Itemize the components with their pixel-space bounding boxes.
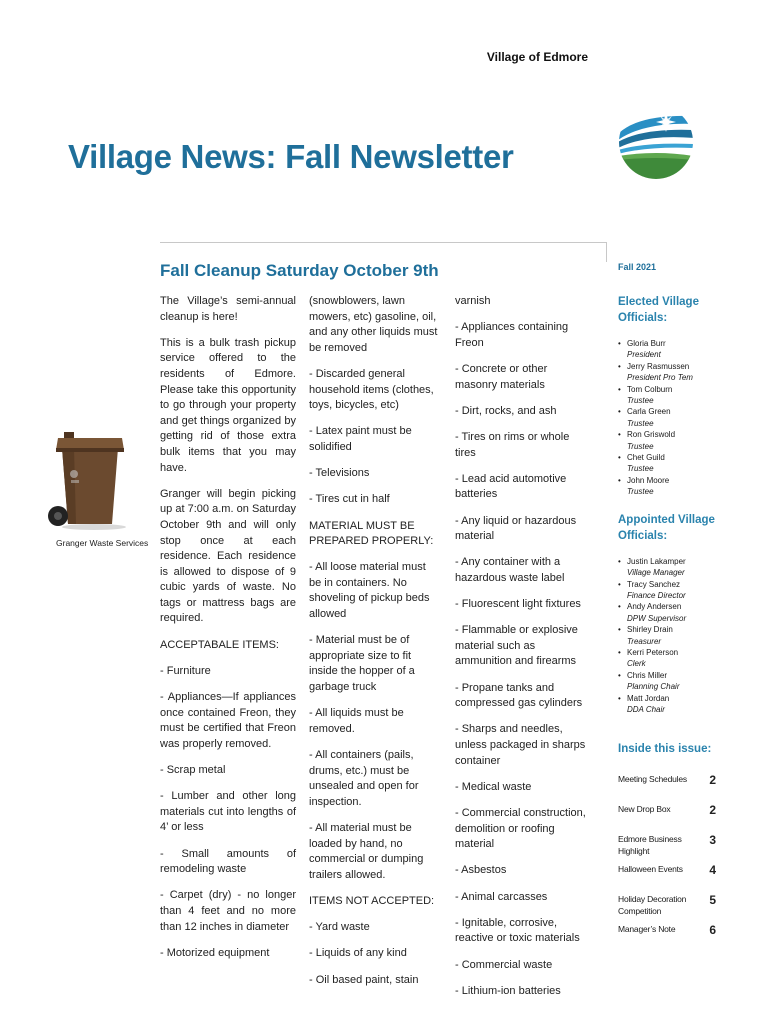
official-role: Village Manager [627, 568, 685, 578]
article-paragraph: - Small amounts of remodeling waste [160, 847, 296, 876]
official-name: Kerri Peterson [627, 647, 679, 657]
official-entry [618, 624, 724, 647]
article-paragraph: - Any container with a hazardous waste label [455, 556, 565, 584]
article-column-2 [309, 294, 441, 999]
toc-row[interactable] [618, 803, 724, 827]
article-paragraph: - Flammable or explosive material such as ammunition and firearms [455, 624, 578, 668]
header-rule [160, 242, 606, 243]
official-name: Tracy Sanchez [627, 579, 681, 589]
official-name: Jerry Rasmussen [627, 361, 690, 371]
official-name: Shirley Drain [627, 625, 673, 635]
article-paragraph: - Scrap metal [160, 764, 226, 776]
toc-title: Holiday Decoration Competition [618, 894, 687, 917]
toc-row[interactable] [618, 863, 724, 887]
official-name: Gloria Burr [627, 339, 666, 348]
official-name: Ron Griswold [627, 430, 676, 440]
article-paragraph: - All material must be loaded by hand, no commercial or dumping trailers allowed. [309, 821, 424, 881]
newsletter-title: Village News: Fall Newsletter [68, 138, 514, 175]
official-name: Chet Guild [627, 453, 665, 463]
article-paragraph: - Animal carcasses [455, 890, 548, 903]
official-entry [618, 406, 724, 429]
official-entry [618, 647, 724, 670]
article-paragraph: - Ignitable, corrosive, reactive or toxic materials [455, 916, 580, 945]
article-paragraph: (snowblowers, lawn mowers, etc) gasoline, oil, and any other liquids must be removed [309, 295, 438, 354]
official-role: Trustee [627, 396, 654, 406]
article-paragraph: - Motorized equipment [160, 946, 270, 959]
article-title: Fall Cleanup Saturday October 9th [160, 261, 439, 280]
article-paragraph: - All containers (pails, drums, etc.) must be unsealed and open for inspection. [309, 749, 419, 808]
article-paragraph: - Any liquid or hazardous material [455, 514, 577, 543]
official-role: DPW Supervisor [627, 613, 687, 623]
article-paragraph: - Latex paint must be solidified [309, 425, 412, 453]
official-role: Treasurer [627, 636, 662, 646]
official-name: Carla Green [627, 407, 671, 417]
village-logo [618, 104, 694, 180]
official-role: Planning Chair [627, 682, 680, 692]
toc-title: Edmore Business Highlight [618, 834, 682, 857]
official-name: Andy Andersen [627, 602, 682, 612]
article-paragraph: varnish [455, 295, 491, 307]
issue-season: Fall 2021 [618, 262, 657, 272]
appointed-officials-list [618, 556, 724, 716]
trash-cart-image [44, 428, 126, 532]
toc-title: New Drop Box [618, 804, 671, 815]
official-name: Justin Lakamper [627, 556, 686, 566]
article-paragraph: - Fluorescent light fixtures [455, 598, 581, 611]
toc-title: Halloween Events [618, 864, 683, 875]
elected-officials-list [618, 338, 724, 498]
article-column-3 [455, 294, 589, 1010]
toc-page-number: 6 [709, 923, 716, 938]
article-paragraph: - Propane tanks and compressed gas cylinders [455, 681, 583, 710]
official-role: President [627, 350, 661, 360]
article-paragraph: - Furniture [160, 664, 211, 677]
official-entry [618, 452, 724, 475]
article-paragraph: - Televisions [309, 467, 370, 480]
image-caption: Granger Waste Services [56, 538, 149, 548]
official-entry [618, 556, 724, 579]
toc-page-number: 2 [709, 773, 716, 788]
article-paragraph: - Asbestos [455, 864, 507, 877]
article-paragraph: - Appliances—If appliances once contained Freon, they must be certified that Freon was properly removed. [160, 691, 296, 750]
article-paragraph: - Liquids of any kind [309, 947, 407, 960]
inside-issue-heading: Inside this issue: [618, 743, 712, 756]
official-name: Tom Colburn [627, 384, 673, 394]
toc-page-number: 2 [709, 803, 716, 818]
official-role: DDA Chair [627, 704, 665, 714]
sidebar [618, 262, 724, 953]
article-paragraph: - Discarded general household items (clothes, toys, bicycles, etc) [309, 367, 434, 412]
header-rule-vertical [606, 242, 607, 262]
article-paragraph: MATERIAL MUST BE PREPARED PROPERLY: [309, 519, 434, 548]
article-paragraph: - All liquids must be removed. [309, 707, 404, 735]
appointed-officials-heading: Appointed Village Officials: [618, 513, 715, 542]
official-name: John Moore [627, 475, 670, 485]
official-entry [618, 384, 724, 407]
article-paragraph: - Sharps and needles, unless packaged in sharps container [455, 723, 586, 767]
article-paragraph: - Commercial construction, demolition or roofing material [455, 806, 586, 851]
official-role: Finance Director [627, 590, 686, 600]
official-name: Chris Miller [627, 670, 667, 680]
article-paragraph: - Dirt, rocks, and ash [455, 404, 557, 417]
official-entry [618, 338, 724, 361]
official-entry [618, 693, 724, 716]
official-role: Trustee [627, 441, 654, 451]
official-entry [618, 601, 724, 624]
article-paragraph: ITEMS NOT ACCEPTED: [309, 894, 435, 907]
article-paragraph: - Commercial waste [455, 958, 553, 971]
official-entry [618, 579, 724, 602]
official-role: Trustee [627, 487, 654, 497]
article-paragraph: - Concrete or other masonry materials [455, 362, 548, 391]
article-paragraph: - Medical waste [455, 780, 532, 793]
official-role: Trustee [627, 464, 654, 474]
article-paragraph: - Carpet (dry) - no longer than 4 feet and no more than 12 inches in diameter [160, 889, 296, 933]
article-paragraph: - Lead acid automotive batteries [455, 472, 567, 501]
article-paragraph: - Tires on rims or whole tires [455, 430, 570, 459]
article-paragraph: - Lithium-ion batteries [455, 984, 561, 997]
article-paragraph: - All loose material must be in containers. No shoveling of pickup beds allowed [309, 561, 430, 621]
official-role: President Pro Tem [627, 373, 693, 383]
toc-title: Manager’s Note [618, 924, 676, 935]
toc-row[interactable] [618, 893, 724, 917]
article-paragraph: - Tires cut in half [309, 493, 390, 506]
article-paragraph: - Yard waste [309, 921, 370, 934]
official-name: Matt Jordan [627, 693, 670, 703]
article-paragraph: The Village’s semi-annual cleanup is here! [160, 295, 296, 323]
article-paragraph: - Material must be of appropriate size to fit inside the hopper of a garbage truck [309, 634, 415, 694]
toc-page-number: 3 [709, 833, 716, 848]
toc-title: Meeting Schedules [618, 774, 687, 785]
toc-row[interactable] [618, 833, 724, 857]
official-entry [618, 361, 724, 384]
article-paragraph: - Appliances containing Freon [455, 321, 569, 349]
toc-page-number: 4 [709, 863, 716, 878]
article-paragraph: This is a bulk trash pickup service offered to the residents of Edmore. Please take this opportunity to go through your property and get things organized by getting rid of those extra bulk items that you may have. [160, 336, 296, 474]
toc-row[interactable] [618, 923, 724, 947]
elected-officials-heading: Elected Village Officials: [618, 296, 699, 324]
official-entry [618, 670, 724, 693]
article-paragraph: Granger will begin picking up at 7:00 a.m. on Saturday October 9th and will only stop once at each residence. Each residence is allowed to dispose of 9 cubic yards of waste. No tags or mattress bags are required. [160, 487, 296, 625]
official-entry [618, 429, 724, 452]
official-entry [618, 475, 724, 498]
official-role: Clerk [627, 659, 646, 669]
toc-row[interactable] [618, 773, 724, 797]
article-column-1 [160, 294, 296, 972]
article-paragraph: ACCEPTABALE ITEMS: [160, 638, 279, 651]
official-role: Trustee [627, 418, 654, 428]
article-paragraph: - Oil based paint, stain [309, 973, 419, 986]
article-paragraph: - Lumber and other long materials cut into lengths of 4’ or less [160, 790, 296, 834]
toc-page-number: 5 [709, 893, 716, 908]
village-name: Village of Edmore [486, 50, 588, 64]
